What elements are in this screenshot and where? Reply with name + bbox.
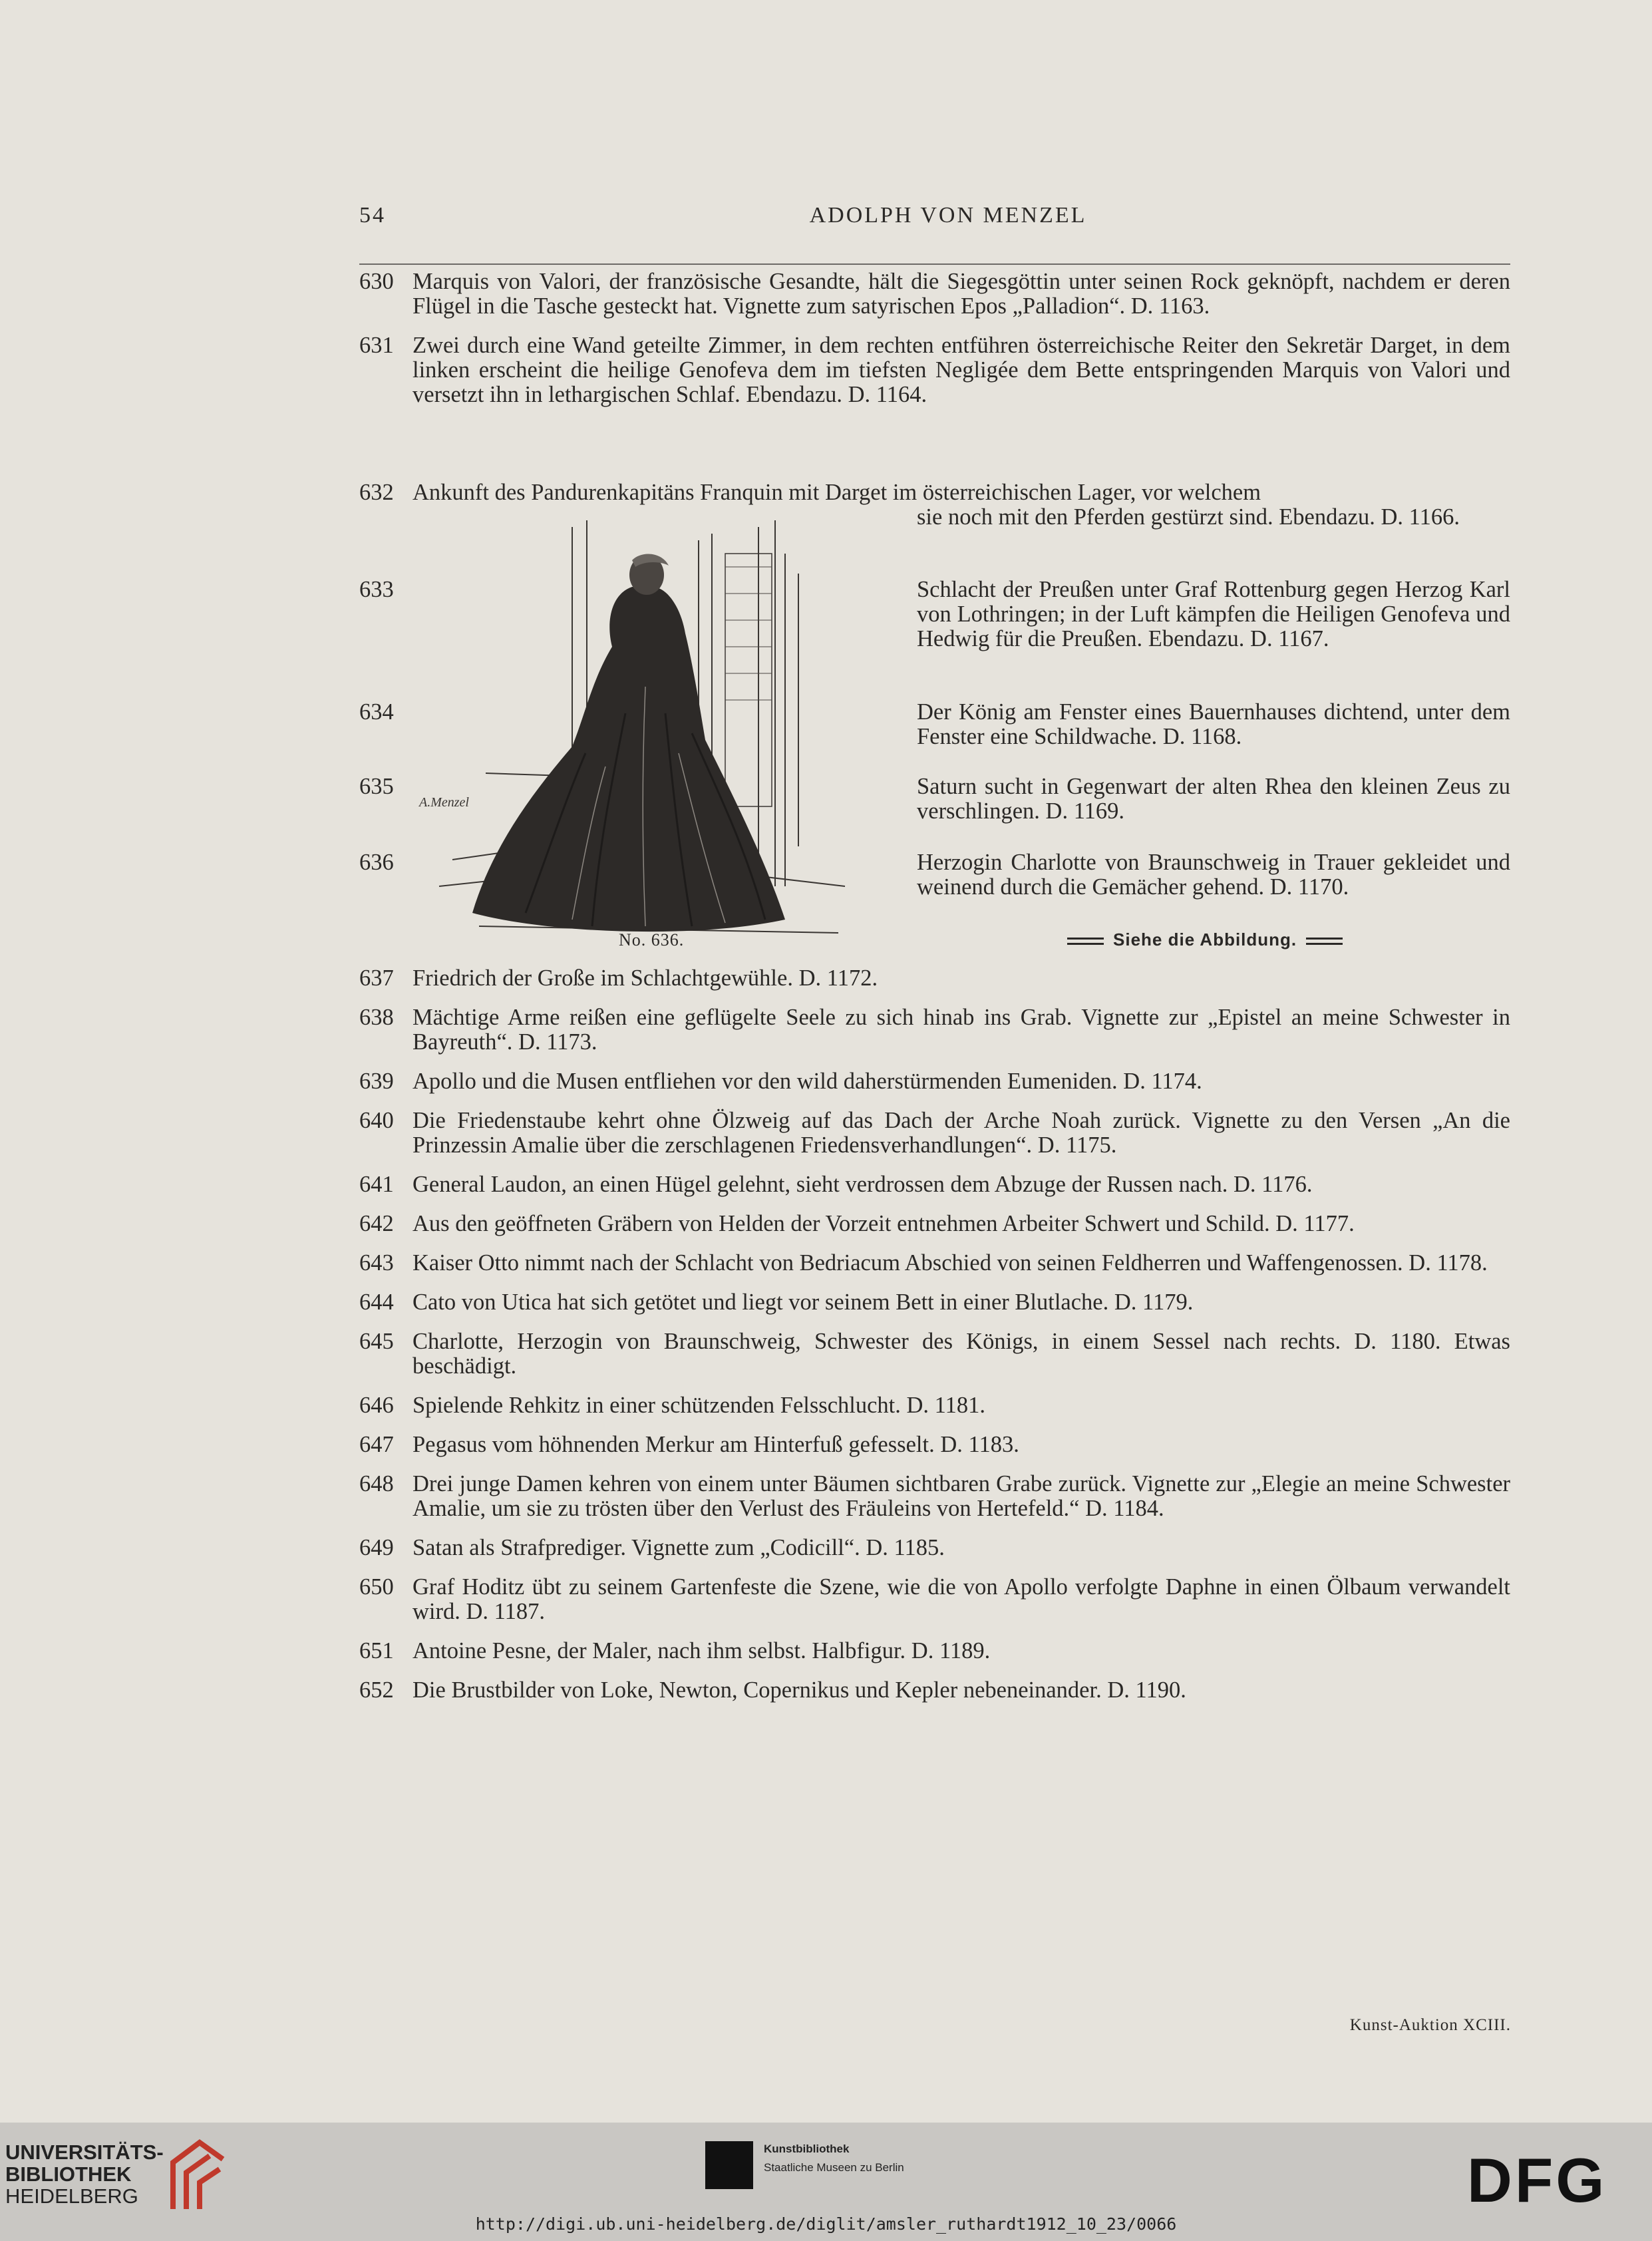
entry-text: Drei junge Damen kehren von einem unter Bäumen sichtbaren Grabe zurück. Vignette zur „Elegie an meine Schwester Amalie, um sie zu trösten über den Verlust des Fräuleins von Hertefeld.“ D. 1184. <box>413 1471 1510 1521</box>
page-number: 54 <box>359 203 386 228</box>
entry-number: 638 <box>359 1005 394 1030</box>
catalog-entry <box>359 1329 1510 1379</box>
entry-number: 649 <box>359 1535 394 1560</box>
entry-text-line1: Ankunft des Pandurenkapitäns Franquin mit Darget im österreichischen Lager, vor welchem <box>413 480 1261 505</box>
catalog-entry <box>359 1005 1510 1055</box>
entry-number: 642 <box>359 1211 394 1236</box>
entry-number: 630 <box>359 269 394 294</box>
entry-text: Herzogin Charlotte von Braunschweig in Trauer gekleidet und weinend durch die Gemächer gehend. D. 1170. <box>917 850 1510 900</box>
see-illustration-note: Siehe die Abbildung. <box>1058 928 1352 952</box>
entry-number: 643 <box>359 1250 394 1276</box>
catalog-entry <box>359 1678 1510 1703</box>
entry-text: Pegasus vom höhnenden Merkur am Hinterfuß gefesselt. D. 1183. <box>413 1432 1019 1457</box>
entry-number: 634 <box>359 699 394 725</box>
catalog-entry <box>359 1575 1510 1624</box>
catalog-entry <box>359 966 1510 991</box>
entry-number: 650 <box>359 1574 394 1600</box>
entry-text-continuation: sie noch mit den Pferden gestürzt sind. Ebendazu. D. 1166. <box>917 504 1460 530</box>
entry-number: 648 <box>359 1471 394 1496</box>
entry-text: Antoine Pesne, der Maler, nach ihm selbst. Halbfigur. D. 1189. <box>413 1638 991 1663</box>
permalink-url[interactable]: http://digi.ub.uni-heidelberg.de/diglit/amsler_ruthardt1912_10_23/0066 <box>475 2214 1177 2234</box>
entry-number: 644 <box>359 1290 394 1315</box>
entry-text: Marquis von Valori, der französische Gesandte, hält die Siegesgöttin unter seinen Rock geknöpft, nachdem er deren Flügel in die Tasche gesteckt hat. Vignette zum satyrischen Epos „Palladion“. D. 1163. <box>413 269 1510 319</box>
entry-text: Mächtige Arme reißen eine geflügelte Seele zu sich hinab ins Grab. Vignette zur „Epistel an meine Schwester in Bayreuth“. D. 1173. <box>413 1005 1510 1055</box>
university-library-logo[interactable]: UNIVERSITÄTS- BIBLIOTHEK HEIDELBERG <box>5 2141 164 2208</box>
entry-text: General Laudon, an einen Hügel gelehnt, sieht verdrossen dem Abzuge der Russen nach. D. 1176. <box>413 1172 1313 1197</box>
catalog-entry <box>359 1172 1510 1197</box>
entry-number: 635 <box>359 774 394 799</box>
digitization-footer: UNIVERSITÄTS- BIBLIOTHEK HEIDELBERG Kunstbibliothek Staatliche Museen zu Berlin DFG <box>0 2123 1652 2241</box>
artist-signature: A.Menzel <box>419 795 469 810</box>
entry-text: Cato von Utica hat sich getötet und liegt vor seinem Bett in einer Blutlache. D. 1179. <box>413 1290 1194 1315</box>
entry-text: Saturn sucht in Gegenwart der alten Rhea den kleinen Zeus zu verschlingen. D. 1169. <box>917 774 1510 824</box>
catalog-entry <box>359 1393 1510 1418</box>
university-logo-mark-icon <box>160 2136 230 2212</box>
signature-mark: Kunst-Auktion XCIII. <box>1349 2016 1511 2034</box>
entry-number: 647 <box>359 1432 394 1457</box>
catalog-entries-bottom <box>359 966 1510 1717</box>
entry-number: 632 <box>359 480 394 505</box>
entry-text: Aus den geöffneten Gräbern von Helden der Vorzeit entnehmen Arbeiter Schwert und Schild. D. 1177. <box>413 1211 1355 1236</box>
catalog-entries-top <box>359 269 1510 422</box>
entry-number: 633 <box>359 577 394 602</box>
entry-number: 646 <box>359 1393 394 1418</box>
entry-number: 651 <box>359 1638 394 1663</box>
entry-text: Spielende Rehkitz in einer schützenden Felsschlucht. D. 1181. <box>413 1393 986 1418</box>
entry-text: Der König am Fenster eines Bauernhauses dichtend, unter dem Fenster eine Schildwache. D. 1168. <box>917 699 1510 749</box>
entry-text: Zwei durch eine Wand geteilte Zimmer, in dem rechten entführen österreichische Reiter den Sekretär Darget, in dem linken erscheint die heilige Genofeva dem im tiefsten Negligée dem Bette entspringenden Marquis von Valori und versetzt ihn in lethargischen Schlaf. Ebendazu. D. 1164. <box>413 333 1510 407</box>
catalog-entry <box>359 1069 1510 1094</box>
illustration-woman-in-mourning <box>413 514 904 946</box>
entry-text: Die Brustbilder von Loke, Newton, Copernikus und Kepler nebeneinander. D. 1190. <box>413 1677 1186 1703</box>
entry-text: Friedrich der Große im Schlachtgewühle. D. 1172. <box>413 965 878 991</box>
catalog-entry <box>359 1639 1510 1663</box>
entry-number: 645 <box>359 1329 394 1354</box>
dfg-logo[interactable]: DFG <box>1467 2145 1607 2215</box>
entry-number: 652 <box>359 1677 394 1703</box>
entry-number: 640 <box>359 1108 394 1133</box>
entry-text: Charlotte, Herzogin von Braunschweig, Schwester des Königs, in einem Sessel nach rechts. D. 1180. Etwas beschädigt. <box>413 1329 1510 1379</box>
catalog-entry <box>359 1109 1510 1158</box>
entry-number: 631 <box>359 333 394 358</box>
kunstbibliothek-mark-icon <box>705 2141 753 2189</box>
entry-text: Kaiser Otto nimmt nach der Schlacht von Bedriacum Abschied von seinen Feldherren und Waffengenossen. D. 1178. <box>413 1250 1488 1276</box>
entry-number: 637 <box>359 965 394 991</box>
entry-text: Satan als Strafprediger. Vignette zum „Codicill“. D. 1185. <box>413 1535 945 1560</box>
catalog-entry <box>359 1536 1510 1560</box>
catalog-entry <box>359 1290 1510 1315</box>
figure-caption: No. 636. <box>619 930 685 949</box>
catalog-entry <box>359 1212 1510 1236</box>
entry-number: 636 <box>359 850 394 875</box>
catalog-entry <box>359 1251 1510 1276</box>
page-header <box>359 203 1510 265</box>
entry-number: 641 <box>359 1172 394 1197</box>
entry-text: Die Friedenstaube kehrt ohne Ölzweig auf das Dach der Arche Noah zurück. Vignette zu den Versen „An die Prinzessin Amalie über die zerschlagenen Friedensverhandlungen“. D. 1175. <box>413 1108 1510 1158</box>
catalog-entry <box>359 1433 1510 1457</box>
entry-number: 639 <box>359 1069 394 1094</box>
entry-text: Apollo und die Musen entfliehen vor den wild daherstürmenden Eumeniden. D. 1174. <box>413 1069 1202 1094</box>
entry-text: Schlacht der Preußen unter Graf Rottenburg gegen Herzog Karl von Lothringen; in der Luft kämpfen die Heiligen Genofeva und Hedwig für die Preußen. Ebendazu. D. 1167. <box>917 577 1510 651</box>
catalog-entry <box>359 269 1510 319</box>
catalog-entry <box>359 1472 1510 1521</box>
entry-text: Graf Hoditz übt zu seinem Gartenfeste die Szene, wie die von Apollo verfolgte Daphne in einen Ölbaum verwandelt wird. D. 1187. <box>413 1574 1510 1624</box>
figure-block <box>359 480 1510 986</box>
running-title: ADOLPH VON MENZEL <box>809 203 1087 228</box>
catalog-entry <box>359 333 1510 407</box>
